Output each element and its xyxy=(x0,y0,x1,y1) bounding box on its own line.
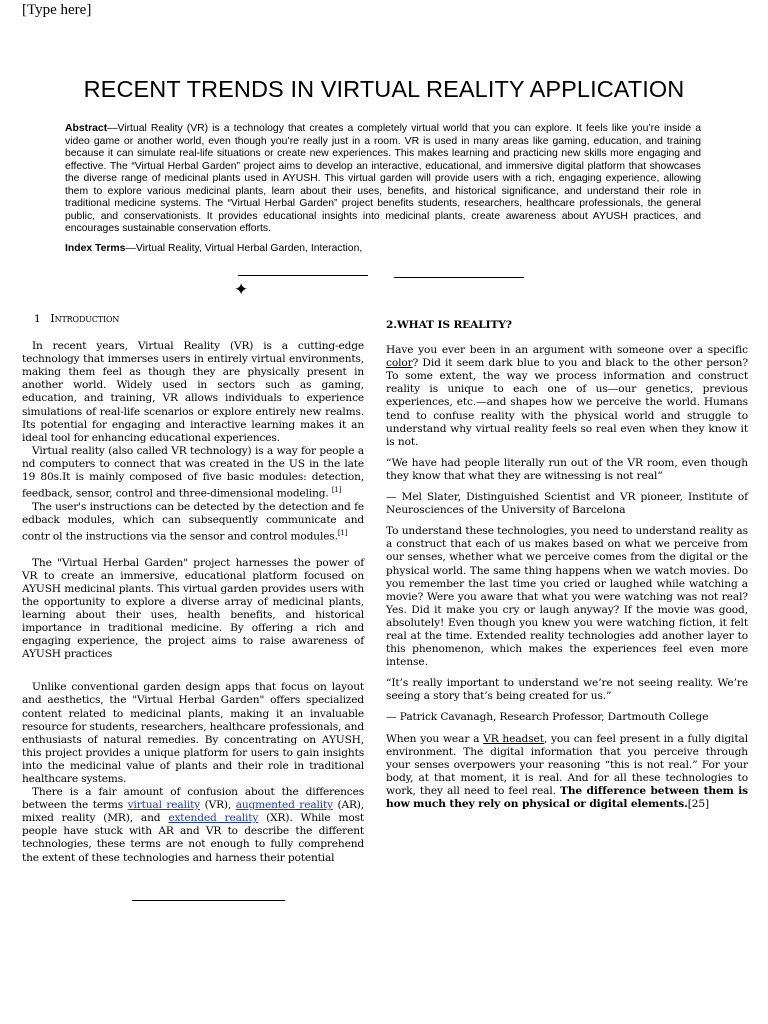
separator-star-icon: ✦ xyxy=(234,280,249,300)
intro-paragraph-4: The "Virtual Herbal Garden" project harnesses the power of VR to create an immersive, educational platform focused on AYUSH medicinal plants. This virtual garden provides users with the opportunity to explore a diverse array of medicinal plants, learning about their uses, health benefits, and historical importance in traditional medicine. By offering a rich and engaging experience, the project aims to raise awareness of AYUSH practices xyxy=(22,556,364,661)
intro-paragraph-2-text: Virtual reality (also called VR technology) is a way for people a nd computers to connect that was created in the US in the late 19 80s.It is mainly composed of five basic modules: detection, feedback, sensor, control and three-dimensional modeling. xyxy=(22,444,364,500)
paragraph-text: There is a fair amount of confusion about the differences between the terms xyxy=(22,786,364,812)
intro-paragraph-6 xyxy=(22,786,364,865)
link-color[interactable]: color xyxy=(386,357,413,370)
quote-cavanagh: “It’s really important to understand we’re not seeing reality. We’re seeing a story that’s being created for us.” xyxy=(386,677,748,703)
right-column xyxy=(386,312,748,811)
paragraph-text: (AR), mixed reality (MR), and xyxy=(22,799,364,825)
paragraph-text: , you can feel present in a fully digital environment. The digital information that you perceive through your senses overpowers your reasoning “this is not real.” For your body, at that moment, it is real. And for all these technologies to work, they all need to feel real. xyxy=(386,732,748,797)
reality-paragraph-1 xyxy=(386,344,748,449)
citation: [1] xyxy=(337,528,348,537)
citation: [25] xyxy=(687,798,710,810)
quote-slater-attribution: — Mel Slater, Distinguished Scientist and VR pioneer, Institute of Neurosciences of the University of Barcelona xyxy=(386,491,748,517)
paragraph-text: (XR). While most people have stuck with AR and VR to describe the different technologies, these terms are not enough to fully comprehend the extent of these technologies and harness their potential xyxy=(22,812,364,864)
paragraph-text: When you wear a xyxy=(386,732,484,745)
link-virtual-reality[interactable]: virtual reality xyxy=(127,799,201,812)
header-placeholder: [Type here] xyxy=(22,2,92,18)
index-terms xyxy=(65,243,701,254)
emphasis-text: The difference between them is how much they rely on physical or digital elements. xyxy=(386,784,748,810)
footnote-rule xyxy=(132,900,285,901)
paragraph-text: ? Did it seem dark blue to you and black to the other person? To some extent, the way we process information and construct reality is unique to each one of us—our genetics, previous experiences, etc.—and shapes how we perceive the world. Humans tend to confuse reality with the physical world and struggle to understand why virtual reality feels so real even when they know it is not. xyxy=(386,357,748,448)
intro-paragraph-3 xyxy=(22,501,364,544)
quote-cavanagh-attribution: — Patrick Cavanagh, Research Professor, Dartmouth College xyxy=(386,711,709,724)
intro-paragraph-2 xyxy=(22,445,364,501)
intro-paragraph-1: In recent years, Virtual Reality (VR) is a cutting-edge technology that immerses users in entirely virtual environments, making them feel as though they are physically present in another world. Widely used in sectors such as gaming, education, and training, VR allows individuals to experience simulations of real-life scenarios or explore entirely new realms. Its potential for engaging and interactive learning makes it an ideal tool for enhancing educational experiences. xyxy=(22,340,364,444)
quote-slater: “We have had people literally run out of the VR room, even though they know that what they are witnessing is not real” xyxy=(386,456,748,482)
abstract-text: —Virtual Reality (VR) is a technology that creates a completely virtual world that you can explore. It feels like you’re inside a video game or another world, even though you’re really just in a room. VR is used in many areas like gaming, education, and training because it can simulate real-life situations or create new experiences. This makes learning and practicing new skills more engaging and effective. The “Virtual Herbal Garden” project aims to develop an interactive, educational, and immersive digital platform that showcases the diverse range of medicinal plants used in AYUSH. This virtual garden will provide users with a rich, engaging experience, allowing them to explore various medicinal plants, learn about their uses, benefits, and historical significance, and understand their role in traditional medicine systems. The “Virtual Herbal Garden” project benefits students, researchers, healthcare professionals, the general public, and conservationists. It provides educational insights into medicinal plants, create awareness about AYUSH practices, and encourages sustainable conservation efforts. xyxy=(65,123,701,234)
section-1-heading xyxy=(34,312,364,326)
section-1-title: Introduction xyxy=(50,311,120,325)
left-column xyxy=(22,312,364,865)
paper-title: RECENT TRENDS IN VIRTUAL REALITY APPLICATION xyxy=(83,76,685,102)
reality-paragraph-2: To understand these technologies, you need to understand reality as a construct that each of us makes based on what we perceive from our senses, whether what we perceive comes from the digital or the physical world. The same thing happens when we watch movies. Do you remember the last time you cried or laughed while watching a movie? Were you aware that what you were watching was not real? Yes. Did it make you cry or laugh anyway? If the movie was good, absolutely! Even though you knew you were watching fiction, it felt real at the time. Extended reality technologies add another layer to this phenomenon, which makes the experiences feel even more intense. xyxy=(386,525,748,669)
link-vr-headset[interactable]: VR headset xyxy=(483,732,544,745)
index-terms-text: —Virtual Reality, Virtual Herbal Garden, Interaction, xyxy=(125,243,363,254)
separator-rule-right xyxy=(394,277,524,278)
separator-rule-left xyxy=(238,275,368,276)
paragraph-text: (VR), xyxy=(200,799,236,812)
intro-paragraph-3-text: The user's instructions can be detected by the detection and fe edback modules, which can subsequently communicate and contr ol the instructions via the sensor and control modules. xyxy=(22,500,364,543)
section-2-heading: 2.WHAT IS REALITY? xyxy=(386,319,512,331)
citation: [1] xyxy=(331,486,342,495)
reality-paragraph-3 xyxy=(386,733,748,812)
abstract xyxy=(65,123,701,236)
link-augmented-reality[interactable]: augmented reality xyxy=(235,799,333,812)
section-1-number: 1 xyxy=(34,313,41,325)
abstract-label: Abstract xyxy=(65,123,108,134)
link-extended-reality[interactable]: extended reality xyxy=(168,812,259,825)
paragraph-text: Have you ever been in an argument with someone over a specific xyxy=(386,344,748,357)
intro-paragraph-5: Unlike conventional garden design apps that focus on layout and aesthetics, the "Virtual Herbal Garden" offers specialized content related to medicinal plants, making it an invaluable resource for students, researchers, healthcare professionals, and enthusiasts of natural remedies. By concentrating on AYUSH, this project provides a unique platform for users to gain insights into the medicinal value of plants and their role in traditional healthcare systems. xyxy=(22,681,364,785)
index-terms-label: Index Terms xyxy=(65,243,126,254)
